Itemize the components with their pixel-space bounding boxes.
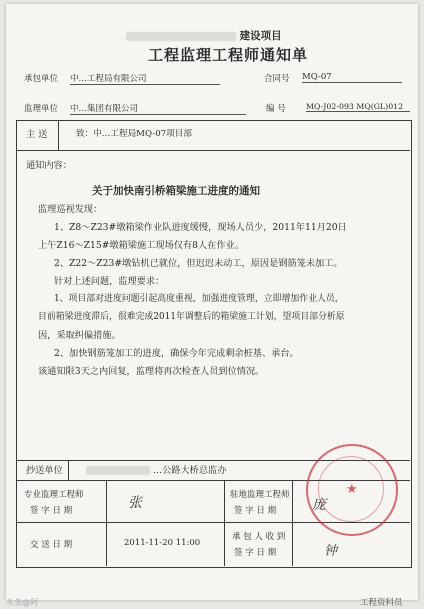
content-label: 通知内容： (26, 160, 72, 171)
supervisor-label: 监理单位 (24, 104, 59, 114)
cc-value-wrap (86, 466, 226, 475)
delivery-value: 2011-11-20 11:00 (124, 538, 201, 548)
to-row-bottom (16, 150, 410, 151)
contract-no-label: 合同号 (264, 74, 290, 84)
seal-star-icon: ★ (346, 482, 358, 497)
resident-label-2: 签 字 日 期 (234, 506, 277, 516)
receiver-label-1: 承 包 人 收 到 (232, 532, 286, 542)
paragraph-7: 目前箱梁进度滞后，很难完成2011年调整后的箱梁施工计划，望项目部分析原 (38, 312, 345, 322)
receiver-label-2: 签 字 日 期 (234, 548, 277, 558)
engineer-label-1: 专业监理工程师 (24, 490, 84, 500)
footer-divider-3 (292, 480, 293, 566)
to-value: 致：中…工程局MQ-07项目部 (76, 129, 192, 139)
contractor-label: 承包单位 (24, 74, 59, 84)
cc-divider (68, 460, 69, 480)
paragraph-4: 2、Z22～Z23#墩钻机已就位，但迟迟未动工，原因是钢筋笼未加工。 (54, 258, 343, 269)
paragraph-3: 上午Z16～Z15#墩箱梁施工现场仅有8人在作业。 (38, 240, 244, 251)
official-seal (306, 444, 398, 536)
watermark-right: 工程资料员 (360, 598, 403, 608)
serial-label: 编 号 (266, 104, 286, 114)
project-line (126, 28, 282, 43)
notice-document (6, 4, 418, 600)
redacted-cc-name (86, 466, 150, 475)
contractor-value: 中…工程局有限公司 (70, 72, 220, 85)
receiver-signature: 钟 (324, 544, 338, 559)
project-line-text: 建设项目 (239, 30, 282, 42)
engineer-signature: 张 (128, 495, 142, 511)
engineer-label-2: 签 字 日 期 (30, 506, 73, 516)
cc-label: 抄送单位 (26, 465, 63, 476)
supervisor-value: 中…集团有限公司 (70, 102, 246, 115)
footer-divider-2 (224, 480, 225, 566)
document-title: 工程监理工程师通知单 (148, 46, 309, 64)
to-divider (58, 120, 59, 150)
paragraph-2: 1、Z8～Z23#墩箱梁作业队进度缓慢，现场人员少，2011年11月20日 (54, 222, 347, 233)
serial-value: MQ-J02-093 MQ(GL)012 (306, 102, 410, 112)
resident-label-1: 驻地监理工程师 (230, 490, 290, 500)
watermark-left: 头条@阿 (6, 598, 38, 607)
contract-no-value: MQ-07 (302, 72, 402, 83)
paragraph-9: 2、加快钢筋笼加工的进度，确保今年完成剩余桩基、承台。 (54, 348, 299, 359)
footer-divider-1 (106, 480, 107, 566)
paragraph-6: 1、项目部对进度问题引起高度重视，加强进度管理，立即增加作业人员， (54, 294, 344, 304)
paragraph-1: 监理巡视发现： (38, 204, 103, 215)
delivery-label: 交 送 日 期 (30, 540, 73, 550)
to-label: 主 送 (26, 129, 48, 140)
redacted-project-name (126, 32, 236, 41)
cc-value: …公路大桥总监办 (152, 465, 227, 476)
notice-subject: 关于加快南引桥箱梁施工进度的通知 (92, 185, 260, 197)
paragraph-5: 针对上述问题，监理要求： (54, 276, 165, 287)
paragraph-10: 该通知限3天之内回复，监理将再次检查人员到位情况。 (38, 366, 265, 377)
paragraph-8: 因，采取纠偏措施。 (38, 330, 121, 341)
resident-signature: 庞 (312, 497, 326, 513)
